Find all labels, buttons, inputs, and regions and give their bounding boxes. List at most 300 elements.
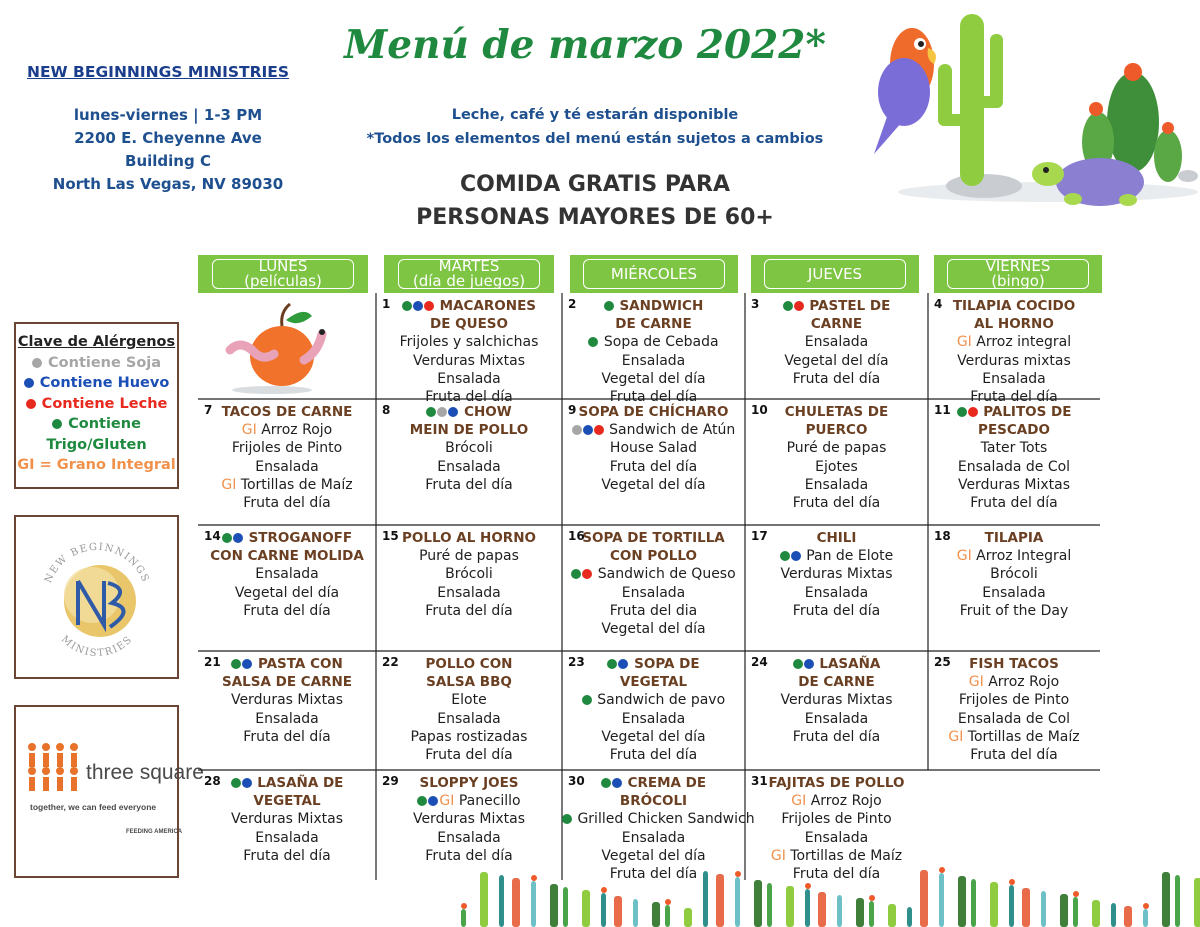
side-item-text: Puré de papas <box>786 440 887 457</box>
side-item-text: House Salad <box>609 440 698 457</box>
side-item <box>928 565 1100 583</box>
side-item-text: Sandwich de Queso <box>597 566 736 583</box>
side-item <box>376 746 562 764</box>
side-item-text: Elote <box>451 692 487 709</box>
dish-title <box>928 529 1100 547</box>
side-item-text: Ensalada de Col <box>957 458 1071 475</box>
day-number: 9 <box>568 403 577 417</box>
side-item <box>198 421 376 439</box>
wheat-dot-icon <box>588 337 598 347</box>
wheat-dot-icon <box>582 695 592 705</box>
side-item <box>745 565 928 583</box>
dish-title <box>198 529 376 547</box>
dish-title-text: SOPA DE TORTILLA <box>582 530 725 546</box>
day-number: 21 <box>204 655 221 669</box>
side-item <box>928 710 1100 728</box>
side-item-text: Brócoli <box>445 566 493 583</box>
side-item-text: Ensalada <box>804 829 869 846</box>
side-item <box>376 333 562 351</box>
dish-title-text: CHILI <box>816 530 857 546</box>
side-item <box>745 547 928 565</box>
wheat-dot-icon <box>957 407 967 417</box>
legend-title: Clave de Alérgenos <box>17 334 176 350</box>
side-item <box>376 829 562 847</box>
wheat-dot-icon <box>783 301 793 311</box>
day-name: JUEVES <box>807 264 863 283</box>
side-item-text: Ensalada <box>621 352 686 369</box>
dish-title <box>562 315 745 333</box>
side-item-text: Panecillo <box>458 793 521 810</box>
side-item <box>562 333 745 351</box>
side-item <box>562 602 745 620</box>
dish-title-text: CHOW <box>464 404 512 420</box>
menu-cell <box>928 293 1100 406</box>
side-item-text: Ensalada de Col <box>957 710 1071 727</box>
gi-marker: GI <box>956 334 977 351</box>
side-item <box>198 728 376 746</box>
menu-notes <box>340 103 850 151</box>
dish-title-text: SOPA DE <box>634 656 700 672</box>
day-name: MARTES <box>438 257 500 275</box>
three-square-logo <box>16 707 204 876</box>
legend-wheat-line-2: Trigo/Gluten <box>46 436 147 453</box>
allergen-legend <box>14 322 179 489</box>
side-item <box>376 547 562 565</box>
day-header-1 <box>384 255 554 293</box>
dish-title-text: TILAPIA <box>984 530 1044 546</box>
side-item-text: Vegetal del día <box>234 584 340 601</box>
side-item <box>562 710 745 728</box>
side-item <box>745 792 928 810</box>
address-line-1: 2200 E. Cheyenne Ave <box>74 129 262 147</box>
side-item <box>745 458 928 476</box>
day-number: 24 <box>751 655 768 669</box>
side-item <box>198 710 376 728</box>
egg-dot-icon <box>448 407 458 417</box>
side-item <box>376 476 562 494</box>
side-item-text: Ensalada <box>982 370 1046 387</box>
side-item-text: Frijoles de Pinto <box>781 811 892 828</box>
side-item-text: Ensalada <box>621 584 686 601</box>
side-item <box>928 439 1100 457</box>
dish-title-text: CON CARNE MOLIDA <box>210 548 364 565</box>
side-item <box>198 494 376 512</box>
dish-title <box>562 774 745 792</box>
side-item <box>562 439 745 457</box>
side-item-text: Sandwich de Atún <box>609 422 736 439</box>
day-header-3 <box>751 255 919 293</box>
side-item-text: Arroz Rojo <box>810 793 882 810</box>
milk-dot-icon <box>582 569 592 579</box>
side-item <box>376 565 562 583</box>
dish-title <box>376 403 562 421</box>
dish-title <box>376 673 562 691</box>
menu-cell <box>198 770 376 880</box>
side-item-text: Ensalada <box>804 584 869 601</box>
day-header-label <box>947 259 1088 289</box>
dish-title-text: DE CARNE <box>798 674 875 691</box>
side-item-text: Ensalada <box>437 584 501 601</box>
dish-title-text: SOPA DE CHÍCHARO <box>578 404 729 420</box>
side-item-text: Ejotes <box>815 458 858 475</box>
egg-dot-icon <box>242 778 252 788</box>
side-item-text: Verduras Mixtas <box>412 352 526 369</box>
side-item <box>562 691 745 709</box>
side-item-text: Fruta del día <box>970 747 1058 764</box>
side-item-text: Ensalada <box>982 584 1046 601</box>
dish-title-text: SLOPPY JOES <box>419 775 519 791</box>
dish-title <box>376 297 562 315</box>
egg-dot-icon <box>804 659 814 669</box>
dish-title <box>562 529 745 547</box>
side-item <box>376 458 562 476</box>
menu-cell <box>562 293 745 406</box>
side-item-text: Fruta del día <box>970 389 1058 406</box>
cactus-border-illustration <box>455 858 1200 927</box>
dish-title <box>198 792 376 810</box>
egg-dot-icon <box>791 551 801 561</box>
menu-cell <box>198 399 376 525</box>
legend-wheat: Contiene <box>16 414 177 435</box>
milk-dot-icon <box>968 407 978 417</box>
gi-marker: GI <box>968 674 989 691</box>
dish-title <box>745 655 928 673</box>
dish-title <box>376 421 562 439</box>
day-number: 11 <box>934 403 951 417</box>
menu-cell <box>376 651 562 770</box>
side-item <box>928 691 1100 709</box>
day-header-label <box>398 259 541 289</box>
day-number: 22 <box>382 655 399 669</box>
side-item <box>562 810 755 828</box>
new-beginnings-logo-box <box>14 515 179 679</box>
side-item-text: Tortillas de Maíz <box>240 476 353 493</box>
gi-marker: GI <box>221 476 241 493</box>
egg-dot-icon <box>612 778 622 788</box>
egg-dot-icon <box>583 425 593 435</box>
side-item-text: Ensalada <box>804 476 869 493</box>
side-item <box>198 565 376 583</box>
day-header-label <box>764 259 905 289</box>
menu-cell <box>745 525 928 651</box>
dish-title <box>745 673 928 691</box>
side-item <box>745 810 928 828</box>
dish-title <box>745 774 928 792</box>
dish-title <box>928 421 1100 439</box>
side-item-text: Ensalada <box>255 710 319 727</box>
free-meal-line-2: PERSONAS MAYORES DE 60+ <box>416 205 774 230</box>
side-item-text: Tater Tots <box>980 440 1048 457</box>
side-item-text: Verduras Mixtas <box>412 811 526 828</box>
dish-title-text: CON POLLO <box>610 548 697 565</box>
side-item <box>198 584 376 602</box>
side-item-text: Brócoli <box>990 566 1038 583</box>
side-item <box>745 710 928 728</box>
side-item-text: Vegetal del día <box>601 728 706 745</box>
wheat-dot-icon <box>562 814 572 824</box>
dish-title-text: MEIN DE POLLO <box>409 422 529 439</box>
day-name: MIÉRCOLES <box>610 264 698 283</box>
side-item <box>562 476 745 494</box>
side-item <box>562 565 745 583</box>
side-item-text: Frijoles de Pinto <box>958 692 1070 709</box>
menu-cell <box>198 525 376 651</box>
free-meal-banner <box>380 168 810 234</box>
wheat-dot-icon <box>231 778 241 788</box>
egg-dot-icon <box>242 659 252 669</box>
legend-soy: Contiene Soja <box>16 353 177 374</box>
side-item-text: Sandwich de pavo <box>597 692 726 709</box>
dish-title-text: SANDWICH <box>619 298 704 314</box>
side-item <box>745 352 928 370</box>
side-item <box>562 421 745 439</box>
side-item-text: Fruta del día <box>425 389 513 406</box>
side-item-text: Fruta del día <box>609 866 698 883</box>
day-name: VIERNES <box>985 257 1051 275</box>
side-item <box>562 746 745 764</box>
side-item-text: Vegetal del día <box>784 352 889 369</box>
address-line-3: North Las Vegas, NV 89030 <box>52 175 284 193</box>
side-item <box>562 620 745 638</box>
day-header-4 <box>934 255 1102 293</box>
side-item-text: Arroz integral <box>976 334 1072 351</box>
dish-title <box>198 774 376 792</box>
day-number: 16 <box>568 529 585 543</box>
side-item-text: Fruta del día <box>243 728 331 745</box>
side-item <box>198 829 376 847</box>
side-item <box>928 333 1100 351</box>
dish-title <box>745 529 928 547</box>
side-item-text: Ensalada <box>804 710 869 727</box>
side-item-text: Fruta del día <box>609 458 698 475</box>
dish-title <box>198 403 376 421</box>
side-item-text: Ensalada <box>437 710 501 727</box>
ts-logo-tagline: together, we can feed everyone <box>30 802 157 812</box>
side-item <box>376 439 562 457</box>
day-number: 18 <box>934 529 951 543</box>
side-item-text: Verduras Mixtas <box>780 692 893 709</box>
side-item <box>198 691 376 709</box>
side-item-text: Fruta del día <box>425 747 513 764</box>
day-number: 4 <box>934 297 943 311</box>
side-item-text: Ensalada <box>437 458 501 475</box>
wheat-dot-icon <box>222 533 232 543</box>
wheat-dot-icon <box>571 569 581 579</box>
side-item <box>745 602 928 620</box>
day-number: 25 <box>934 655 951 669</box>
dish-title <box>562 297 745 315</box>
wheat-dot-icon <box>402 301 412 311</box>
menu-cell <box>376 293 562 406</box>
side-item-text: Ensalada <box>255 566 319 583</box>
ts-logo-partner: FEEDING AMERICA <box>126 829 183 835</box>
dish-title-text: SALSA DE CARNE <box>221 674 353 691</box>
dish-title <box>562 673 745 691</box>
side-item <box>928 352 1100 370</box>
side-item <box>928 370 1100 388</box>
side-item <box>198 847 376 865</box>
day-number: 14 <box>204 529 221 543</box>
dish-title-text: CREMA DE <box>627 775 707 791</box>
menu-cell <box>376 399 562 525</box>
day-header-label <box>212 259 355 289</box>
side-item-text: Verduras Mixtas <box>780 566 893 583</box>
day-header-0 <box>198 255 368 293</box>
gi-marker: GI <box>241 422 262 439</box>
side-item-text: Tortillas de Maíz <box>790 847 903 864</box>
day-activity: (bingo) <box>991 272 1045 290</box>
side-item <box>562 829 745 847</box>
soy-dot-icon <box>572 425 582 435</box>
side-item-text: Ensalada <box>804 334 869 351</box>
side-item <box>376 792 562 810</box>
soy-dot-icon <box>437 407 447 417</box>
three-square-logo-box <box>14 705 204 878</box>
wheat-dot-icon <box>52 419 62 429</box>
day-number: 28 <box>204 774 221 788</box>
side-item-text: Vegetal del día <box>601 476 706 493</box>
legend-egg: Contiene Huevo <box>16 373 177 394</box>
side-item-text: Fruit of the Day <box>959 602 1069 619</box>
day-number: 15 <box>382 529 399 543</box>
side-item <box>928 547 1100 565</box>
nb-logo-text-bottom: MINISTRIES <box>58 633 135 660</box>
wheat-dot-icon <box>607 659 617 669</box>
day-number: 31 <box>751 774 768 788</box>
address-block <box>40 104 296 196</box>
side-item <box>376 810 562 828</box>
side-item-text: Fruta del dia <box>609 602 698 619</box>
side-item <box>745 728 928 746</box>
gi-marker: GI <box>956 548 977 565</box>
side-item-text: Fruta del día <box>425 602 513 619</box>
side-item <box>928 728 1100 746</box>
wheat-dot-icon <box>780 551 790 561</box>
side-item <box>376 584 562 602</box>
dish-title <box>376 655 562 673</box>
day-activity: (películas) <box>244 272 322 290</box>
day-number: 17 <box>751 529 768 543</box>
side-item <box>928 584 1100 602</box>
side-item-text: Ensalada <box>437 370 501 387</box>
side-item <box>376 370 562 388</box>
hours: lunes-viernes | 1-3 PM <box>73 106 263 124</box>
side-item-text: Ensalada <box>621 710 686 727</box>
dish-title-text: DE CARNE <box>615 316 692 333</box>
side-item <box>376 710 562 728</box>
dish-title <box>928 297 1100 315</box>
side-item <box>562 584 745 602</box>
dish-title <box>928 403 1100 421</box>
side-item <box>562 352 745 370</box>
wheat-dot-icon <box>793 659 803 669</box>
side-item-text: Vegetal del día <box>601 621 706 638</box>
side-item-text: Fruta del día <box>609 747 698 764</box>
day-number: 2 <box>568 297 577 311</box>
side-item <box>198 458 376 476</box>
cactus-parrot-turtle-illustration <box>868 4 1198 212</box>
side-item-text: Puré de papas <box>419 548 519 565</box>
side-item <box>198 476 376 494</box>
dish-title-text: PESCADO <box>978 422 1050 439</box>
side-item-text: Ensalada <box>437 829 501 846</box>
side-item <box>562 458 745 476</box>
day-number: 7 <box>204 403 213 417</box>
dish-title-text: TILAPIA COCIDO <box>952 298 1076 314</box>
dish-title-text: PASTA CON <box>257 656 343 672</box>
nb-logo-text-top: NEW BEGINNINGS <box>42 541 152 585</box>
dish-title-text: PUERCO <box>805 422 868 439</box>
menu-cell <box>745 293 928 399</box>
svg-text:MINISTRIES <box>59 634 135 659</box>
side-item-text: Arroz Rojo <box>988 674 1060 691</box>
menu-cell <box>198 651 376 770</box>
side-item <box>745 439 928 457</box>
dish-title <box>928 655 1100 673</box>
side-item <box>198 602 376 620</box>
side-item-text: Ensalada <box>621 829 686 846</box>
side-item <box>928 458 1100 476</box>
side-item <box>745 370 928 388</box>
side-item <box>198 810 376 828</box>
dish-title <box>745 297 928 315</box>
gi-marker: GI <box>770 847 791 864</box>
org-title: NEW BEGINNINGS MINISTRIES <box>27 63 290 81</box>
wheat-dot-icon <box>604 301 614 311</box>
dish-title-text: SALSA BBQ <box>426 674 512 691</box>
soy-dot-icon <box>32 358 42 368</box>
side-item-text: Arroz Integral <box>976 548 1072 565</box>
dish-title <box>562 403 745 421</box>
free-meal-line-1: COMIDA GRATIS PARA <box>460 172 730 197</box>
day-number: 29 <box>382 774 399 788</box>
day-number: 30 <box>568 774 585 788</box>
dish-title <box>562 655 745 673</box>
side-item-text: Ensalada <box>255 458 319 475</box>
menu-cell <box>376 525 562 651</box>
side-item-text: Arroz Rojo <box>261 422 333 439</box>
milk-dot-icon <box>594 425 604 435</box>
page-title: Menú de marzo 2022* <box>344 22 826 68</box>
day-activity: (día de juegos) <box>412 272 526 290</box>
side-item-text: Fruta del día <box>792 602 881 619</box>
side-item-text: Fruta del día <box>970 495 1058 512</box>
dish-title-text: VEGETAL <box>619 674 688 691</box>
side-item <box>376 602 562 620</box>
menu-cell <box>928 399 1100 525</box>
side-item-text: Pan de Elote <box>806 548 894 565</box>
day-header-2 <box>570 255 738 293</box>
gi-marker: GI <box>948 728 968 745</box>
dish-title-text: MACARONES <box>439 298 537 314</box>
side-item-text: Vegetal del día <box>601 370 706 387</box>
dish-title-text: STROGANOFF <box>248 530 353 546</box>
note-drinks: Leche, café y té estarán disponible <box>451 107 739 123</box>
side-item <box>562 370 745 388</box>
dish-title-text: PASTEL DE <box>809 298 891 314</box>
day-number: 8 <box>382 403 391 417</box>
egg-dot-icon <box>24 378 34 388</box>
egg-dot-icon <box>233 533 243 543</box>
milk-dot-icon <box>424 301 434 311</box>
day-number: 3 <box>751 297 760 311</box>
side-item-text: Tortillas de Maíz <box>967 728 1080 745</box>
dish-title <box>745 421 928 439</box>
dish-title-text: LASAÑA DE <box>257 775 344 791</box>
menu-cell <box>562 399 745 525</box>
dish-title <box>376 529 562 547</box>
milk-dot-icon <box>26 399 36 409</box>
